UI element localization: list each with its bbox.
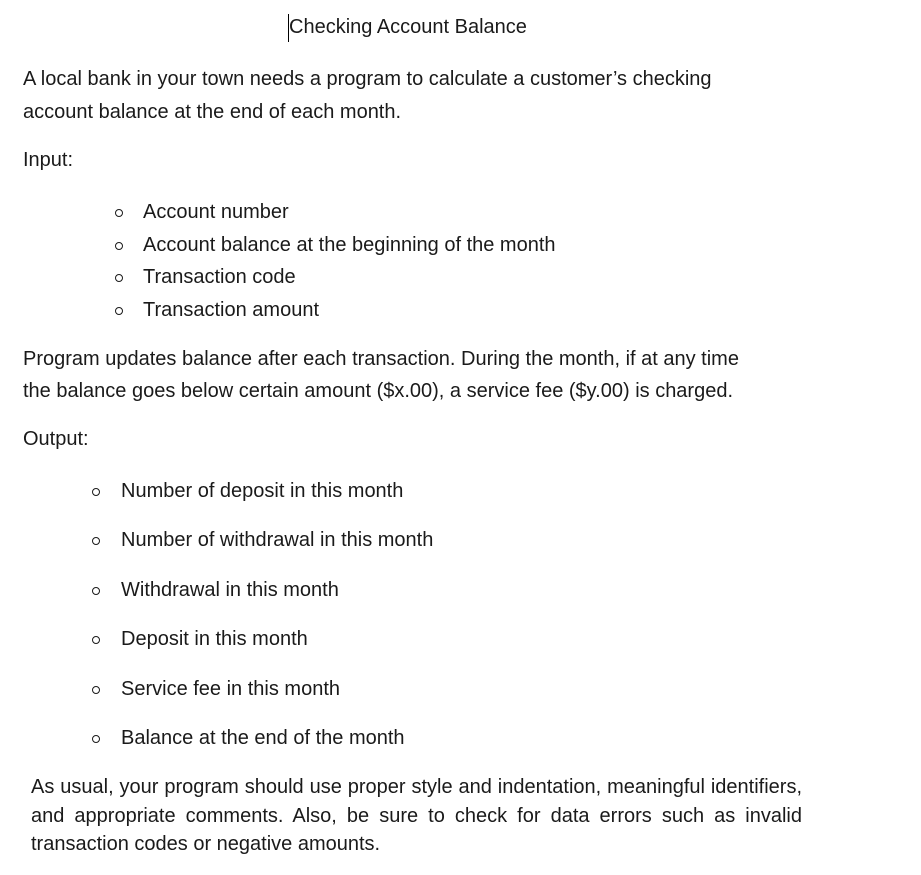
- input-list: [114, 199, 556, 330]
- intro-paragraph: [23, 63, 712, 129]
- list-item: Deposit in this month: [91, 626, 433, 675]
- hollow-circle-bullet-icon: [115, 209, 123, 217]
- list-item: Transaction code: [114, 264, 556, 297]
- hollow-circle-bullet-icon: [92, 537, 100, 545]
- output-heading: Output:: [23, 428, 89, 450]
- document-title: Checking Account Balance: [289, 16, 527, 38]
- update-line-2: the balance goes below certain amount ($x.00), a service fee ($y.00) is charged.: [23, 380, 734, 402]
- list-item: Number of deposit in this month: [91, 478, 433, 527]
- list-item: Transaction amount: [114, 297, 556, 330]
- hollow-circle-bullet-icon: [115, 242, 123, 250]
- hollow-circle-bullet-icon: [92, 587, 100, 595]
- output-list: [91, 478, 433, 774]
- update-line-1: Program updates balance after each transaction. During the month, if at any time: [23, 348, 739, 370]
- list-item: Account balance at the beginning of the month: [114, 232, 556, 265]
- hollow-circle-bullet-icon: [92, 686, 100, 694]
- hollow-circle-bullet-icon: [115, 307, 123, 315]
- intro-line-2: account balance at the end of each month.: [23, 101, 402, 123]
- list-item: Account number: [114, 199, 556, 232]
- list-item: Withdrawal in this month: [91, 577, 433, 626]
- hollow-circle-bullet-icon: [92, 488, 100, 496]
- hollow-circle-bullet-icon: [92, 735, 100, 743]
- list-item: Service fee in this month: [91, 676, 433, 725]
- closing-paragraph: As usual, your program should use proper style and indentation, meaningful identifiers, and appropriate comments. Also, be sure to check for data errors such as invalid transaction codes or negative amounts.: [31, 776, 802, 855]
- update-paragraph: [23, 343, 739, 407]
- list-item: Number of withdrawal in this month: [91, 527, 433, 576]
- intro-line-1: A local bank in your town needs a program to calculate a customer’s checking: [23, 68, 712, 90]
- input-heading: Input:: [23, 149, 74, 171]
- hollow-circle-bullet-icon: [115, 274, 123, 282]
- list-item: Balance at the end of the month: [91, 725, 433, 774]
- hollow-circle-bullet-icon: [92, 636, 100, 644]
